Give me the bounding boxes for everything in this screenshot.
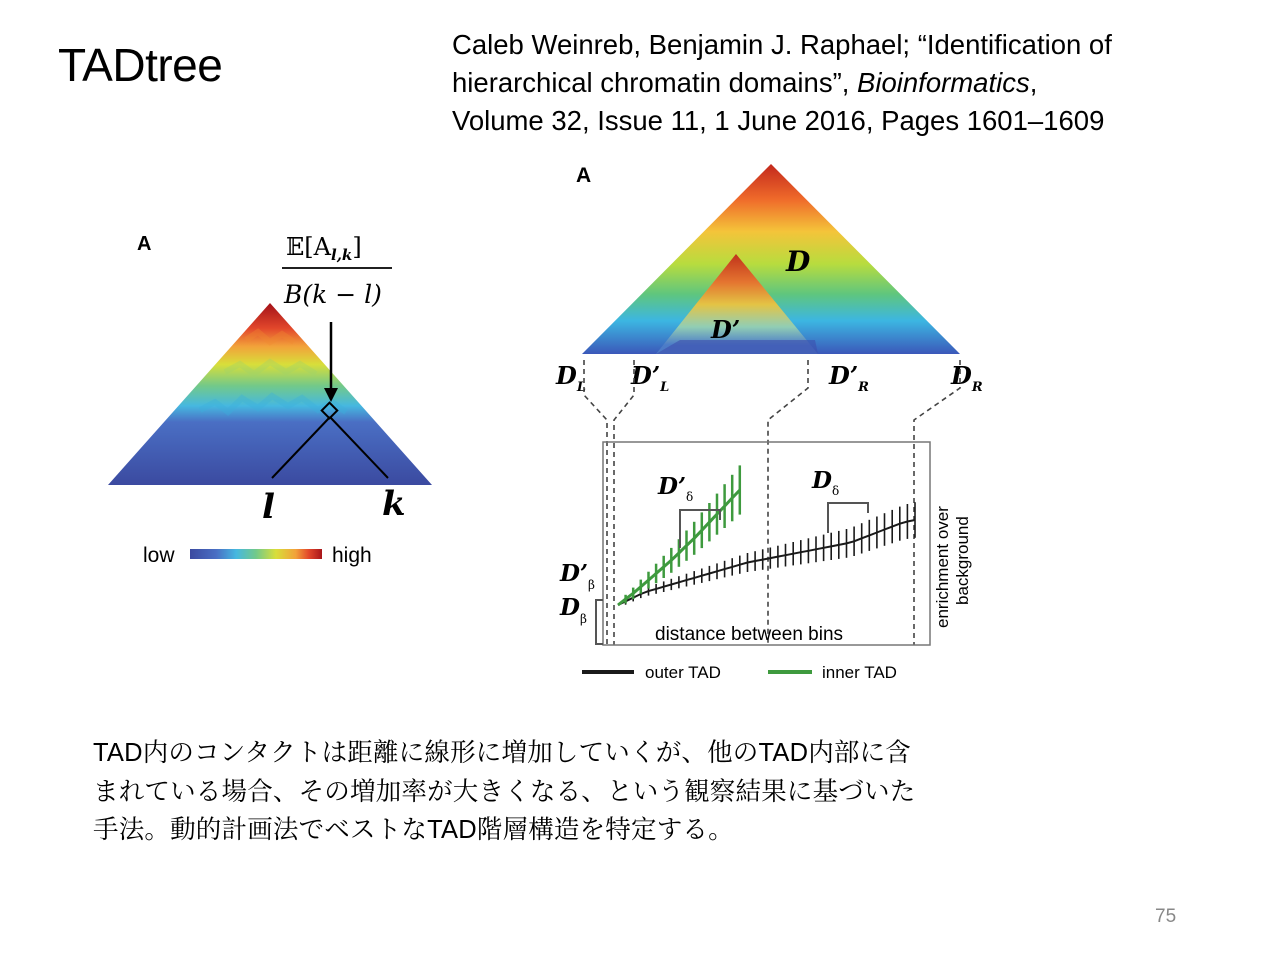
page-number: 75 <box>1155 906 1177 927</box>
label-Dprime-beta: $D’_\beta$ <box>560 560 595 592</box>
right-figure <box>555 164 983 682</box>
legend-high: high <box>332 544 372 567</box>
right-label-D: D <box>786 245 811 278</box>
series-outer-tad <box>618 502 915 605</box>
label-Dprime-delta: $D’_\delta$ <box>658 473 694 504</box>
label-D-beta: $D_\beta$ <box>560 594 587 626</box>
yaxis-label-line1: enrichment over <box>933 506 952 628</box>
boundary-label-DL: $D_L$ <box>556 361 586 395</box>
boundary-connectors <box>584 360 960 645</box>
legend-low: low <box>143 544 175 567</box>
citation-line-3: Volume 32, Issue 11, 1 June 2016, Pages 1601–1609 <box>452 105 1105 136</box>
formula-denominator: B(k − l) <box>284 280 382 309</box>
yaxis-label-line2: background <box>953 516 972 605</box>
xaxis-label: distance between bins <box>655 624 844 645</box>
left-label-k: k <box>382 484 406 524</box>
boundary-label-DprimeL: $D’_L$ <box>631 361 670 395</box>
left-label-l: l <box>262 487 275 527</box>
boundary-label-DR: $D_R$ <box>951 361 983 395</box>
summary-line-3: 手法。動的計画法でベストなTAD階層構造を特定する。 <box>93 816 734 844</box>
summary-text <box>93 734 1173 850</box>
connector-DprimeR <box>768 360 808 645</box>
slide-title: TADtree <box>58 39 223 91</box>
right-panel-label: A <box>576 164 592 187</box>
label-D-delta: $D_\delta$ <box>812 467 840 498</box>
citation-journal: Bioinformatics <box>857 67 1030 98</box>
left-figure <box>108 233 432 567</box>
boundary-label-DprimeR: $D’_R$ <box>829 361 869 395</box>
right-label-Dprime: D’ <box>711 315 741 344</box>
summary-line-1: TAD内のコンタクトは距離に線形に増加していくが、他のTAD内部に含 <box>93 739 911 767</box>
citation-line-2-text: hierarchical chromatin domains”, <box>452 67 858 98</box>
legend-colorbar <box>190 549 322 559</box>
bracket-beta <box>596 600 603 644</box>
citation-comma: , <box>1029 67 1038 98</box>
summary-line-2: まれている場合、その増加率が大きくなる、という観察結果に基づいた <box>93 777 916 806</box>
legend-outer-label: outer TAD <box>645 663 721 682</box>
plot-frame <box>603 442 930 645</box>
citation-line-1: Caleb Weinreb, Benjamin J. Raphael; “Identification of <box>452 29 1112 60</box>
left-panel-label: A <box>137 233 152 255</box>
formula-numerator: $𝔼[A_{l,k}]$ <box>286 233 362 264</box>
legend-inner-label: inner TAD <box>822 663 897 682</box>
